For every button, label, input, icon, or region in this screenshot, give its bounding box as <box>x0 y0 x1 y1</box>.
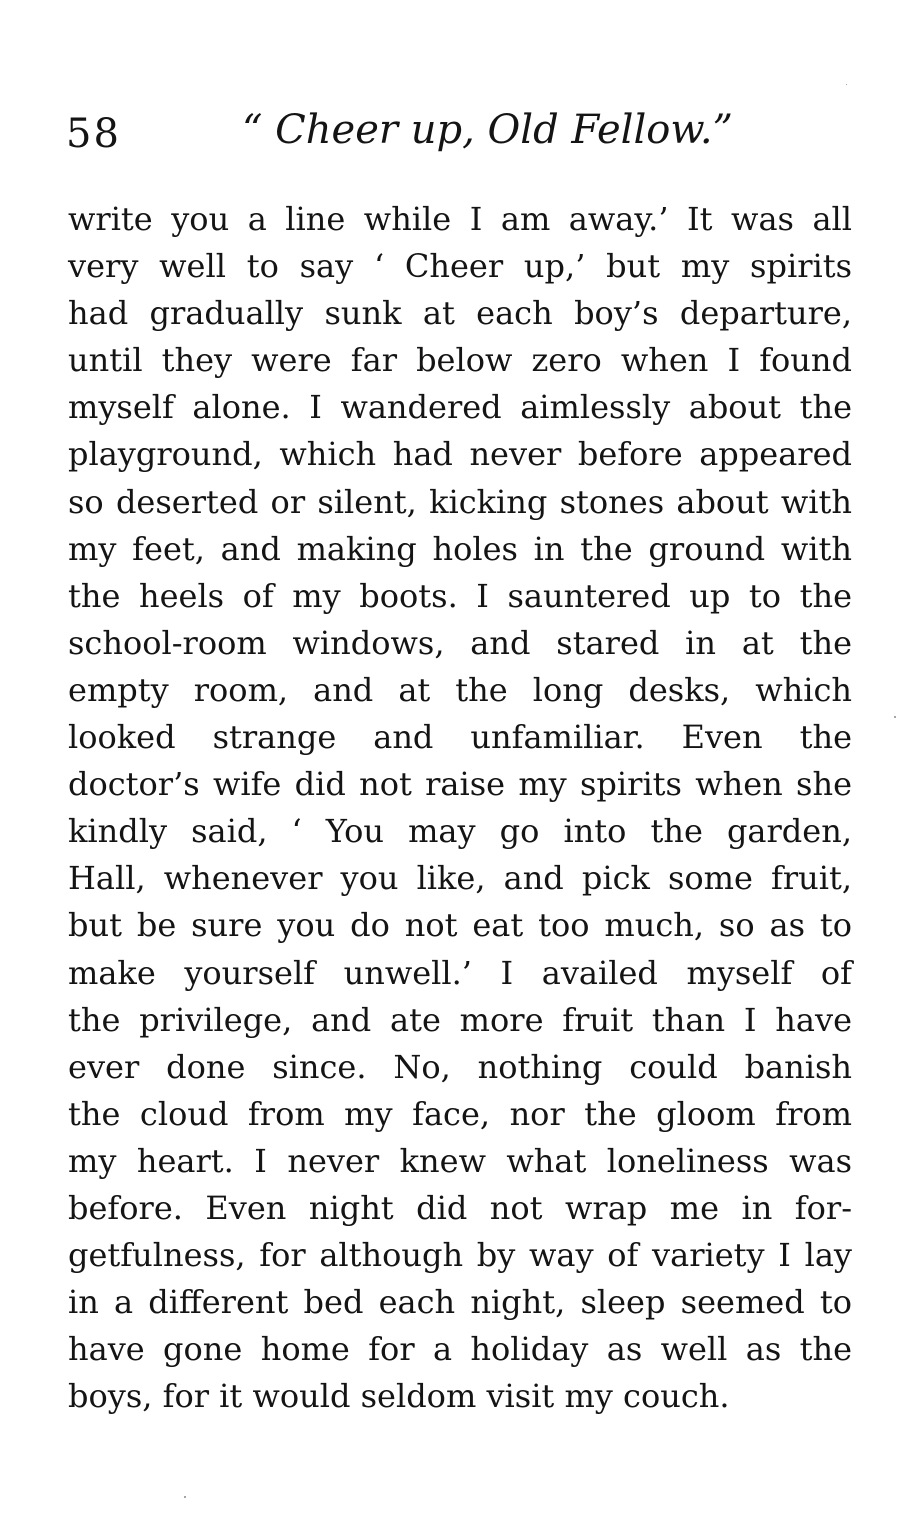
text-line: playground, which had never before appeared <box>68 435 852 474</box>
text-line: my heart. I never knew what loneliness was <box>68 1141 852 1180</box>
page-number: 58 <box>66 111 121 157</box>
paper-speck <box>894 716 896 718</box>
text-line: write you a line while I am away.’ It was all <box>68 200 852 238</box>
text-line: looked strange and unfamiliar. Even the <box>68 718 852 757</box>
text-line: but be sure you do not eat too much, so as to <box>68 906 852 945</box>
text-line: so deserted or silent, kicking stones about with <box>68 482 852 521</box>
text-line: very well to say ‘ Cheer up,’ but my spirits <box>68 247 852 286</box>
running-head <box>66 100 856 160</box>
text-line: boys, for it would seldom visit my couch. <box>68 1377 730 1416</box>
text-line: empty room, and at the long desks, which <box>68 670 852 709</box>
paper-speck <box>184 1496 186 1498</box>
text-line: until they were far below zero when I found <box>68 341 852 380</box>
text-line: my feet, and making holes in the ground with <box>68 529 852 568</box>
text-line: doctor’s wife did not raise my spirits when she <box>68 765 852 804</box>
text-line: the cloud from my face, nor the gloom from <box>68 1094 852 1133</box>
text-line: in a different bed each night, sleep seemed to <box>68 1283 852 1322</box>
text-line: before. Even night did not wrap me in for- <box>68 1188 852 1227</box>
text-line: the privilege, and ate more fruit than I have <box>68 1000 852 1039</box>
text-line: myself alone. I wandered aimlessly about the <box>68 388 852 427</box>
paper-speck <box>846 84 847 85</box>
body-text <box>68 196 852 1420</box>
text-line: have gone home for a holiday as well as the <box>68 1330 852 1369</box>
text-line: school-room windows, and stared in at the <box>68 623 852 662</box>
text-line: getfulness, for although by way of variety I lay <box>68 1236 852 1275</box>
text-line: kindly said, ‘ You may go into the garden, <box>68 812 852 851</box>
text-line: Hall, whenever you like, and pick some fruit, <box>68 859 852 898</box>
text-line: had gradually sunk at each boy’s departure, <box>68 294 852 333</box>
text-line: ever done since. No, nothing could banish <box>68 1047 852 1086</box>
running-title: “ Cheer up, Old Fellow.” <box>242 107 733 153</box>
text-line: make yourself unwell.’ I availed myself of <box>68 953 852 992</box>
text-line: the heels of my boots. I sauntered up to the <box>68 576 852 615</box>
